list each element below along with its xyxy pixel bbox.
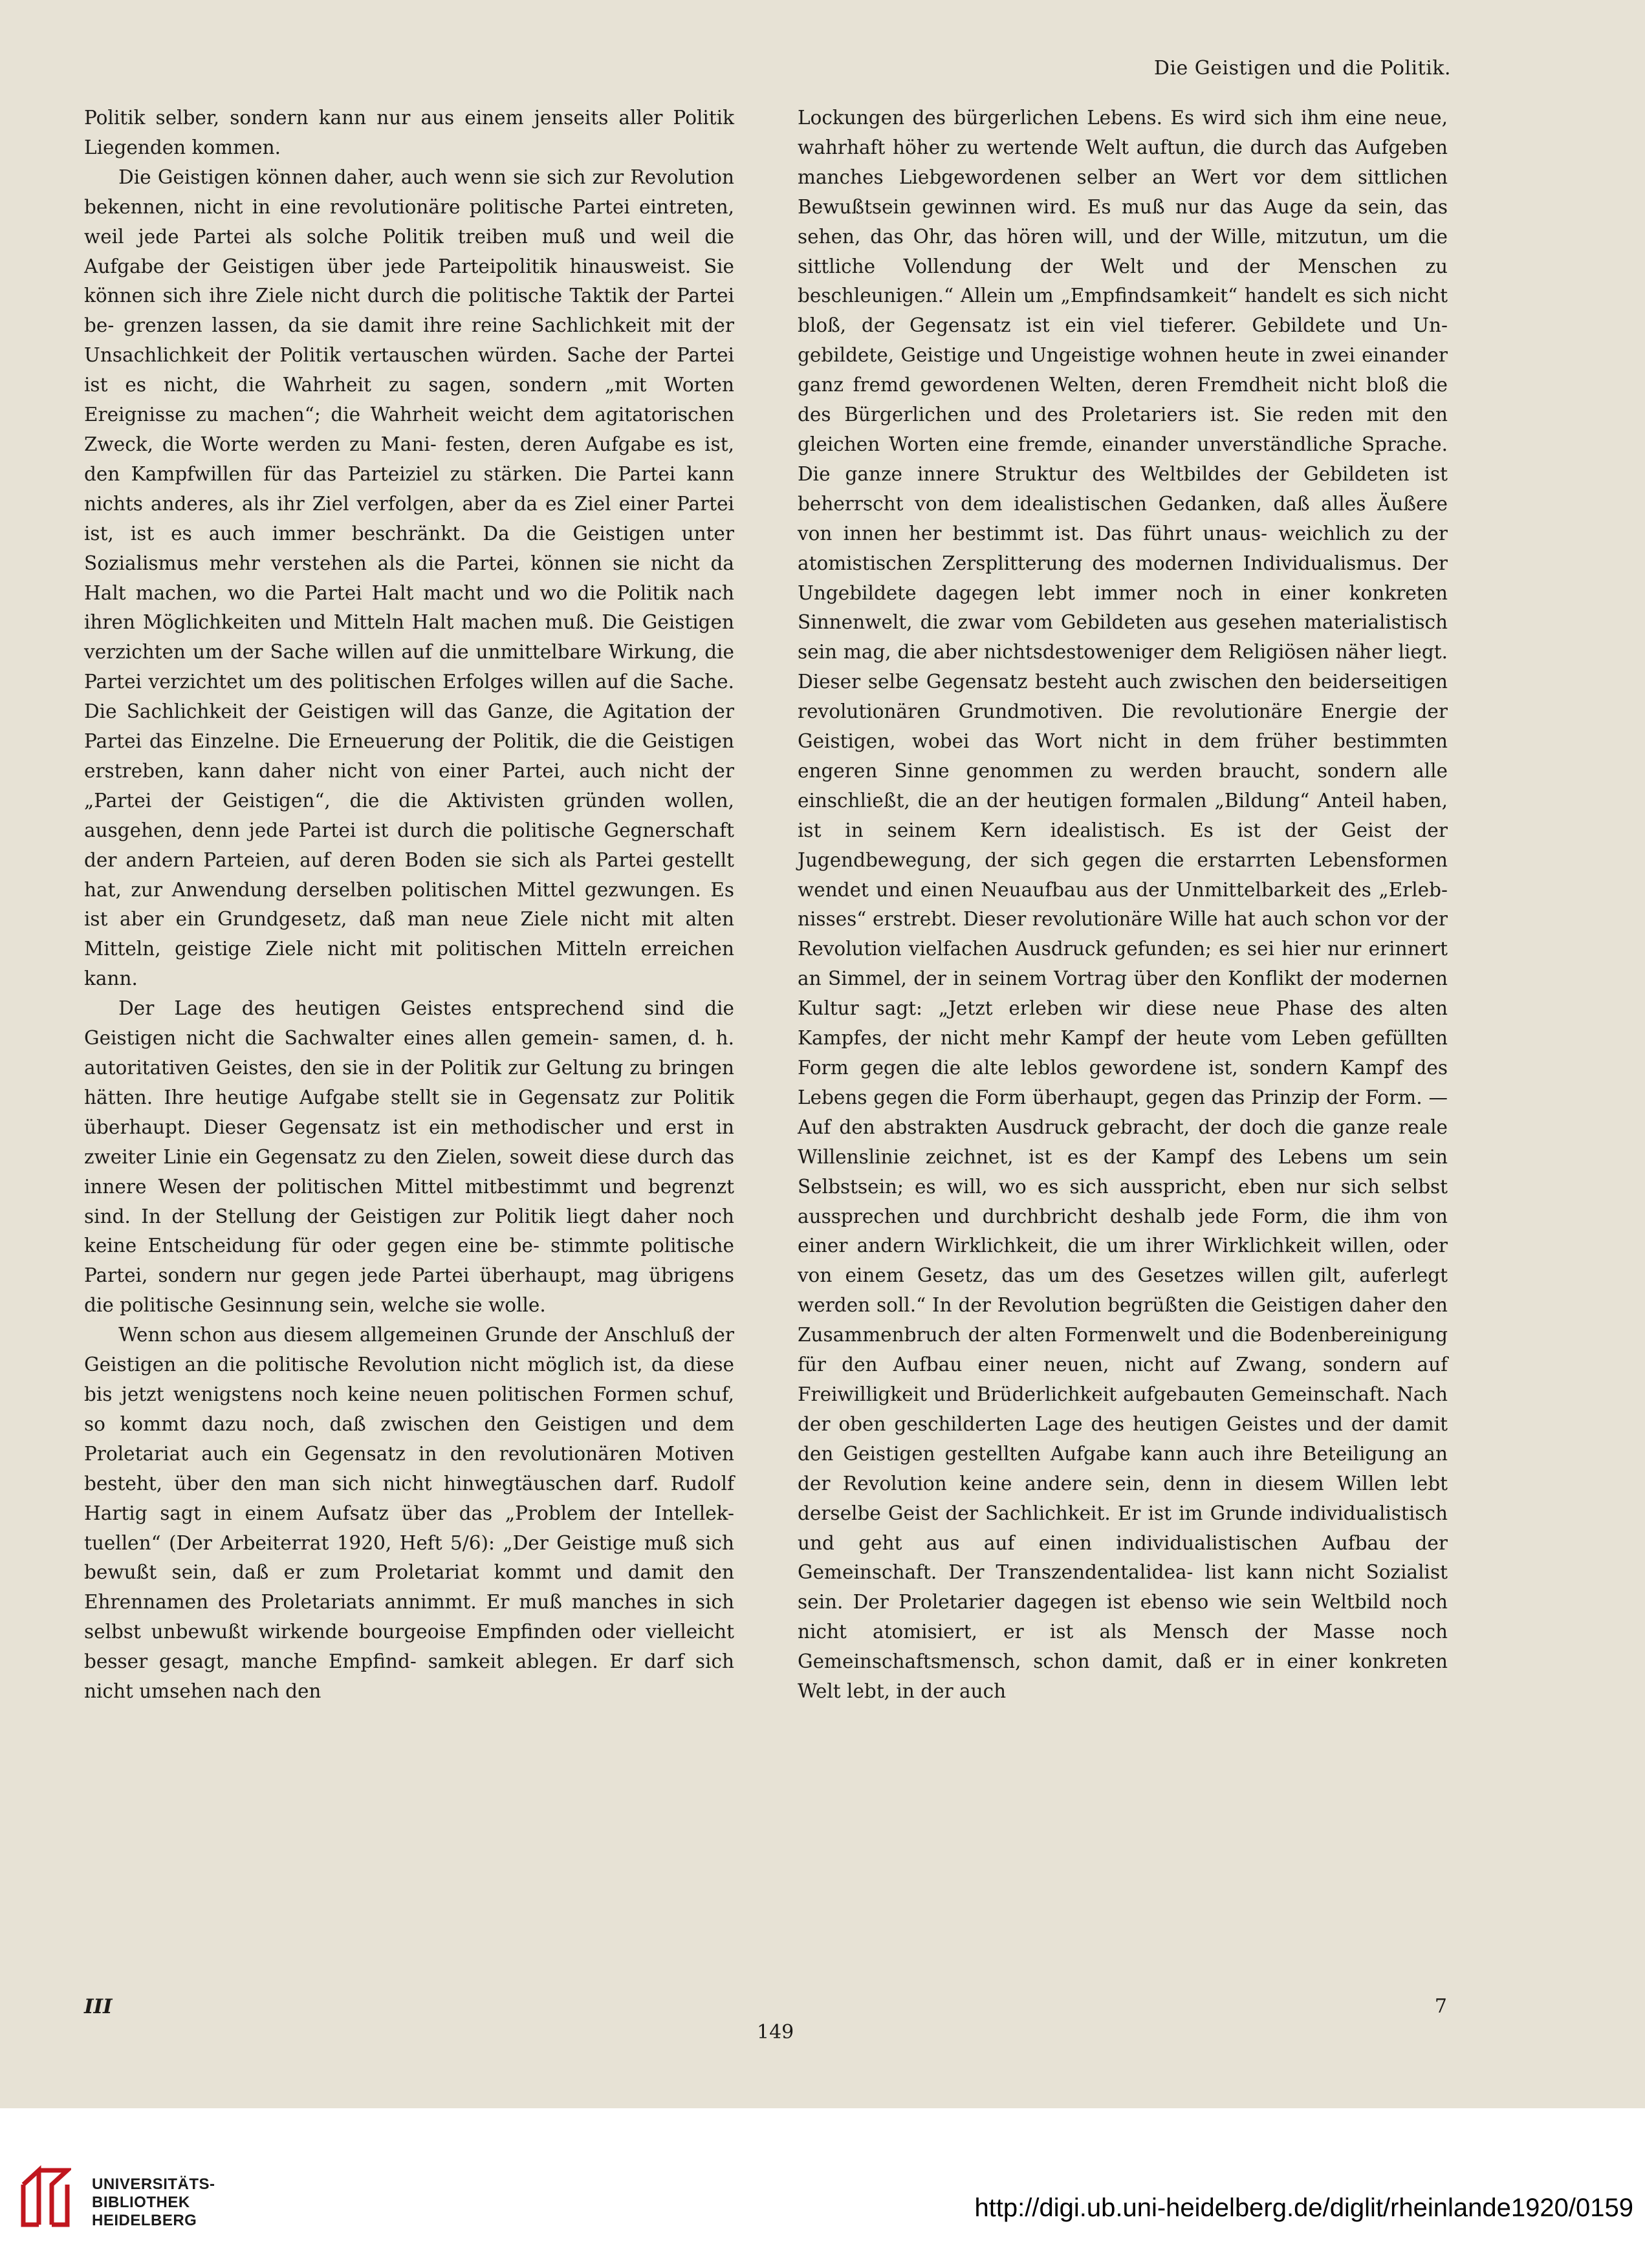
paragraph: Die Geistigen können daher, auch wenn sie sich zur Revolution bekennen, nicht in eine revolutionäre politische Partei eintreten, weil jede Partei als solche Politik treiben muß und weil die Aufgabe der Geistigen über jede Parteipolitik hinausweist. Sie können sich ihre Ziele nicht durch die politische Taktik der Partei be- grenzen lassen, da sie damit ihre reine Sachlichkeit mit der Unsachlichkeit der Politik vertauschen würden. Sache der Partei ist es nicht, die Wahrheit zu sagen, sondern „mit Worten Ereignisse zu machen“; die Wahrheit weicht dem agitatorischen Zweck, die Worte werden zu Mani- festen, deren Aufgabe es ist, den Kampfwillen für das Parteiziel zu stärken. Die Partei kann nichts anderes, als ihr Ziel verfolgen, aber da es Ziel einer Partei ist, ist es auch immer beschränkt. Da die Geistigen unter Sozialismus mehr verstehen als die Partei, können sie nicht da Halt machen, wo die Partei Halt macht und wo die Politik nach ihren Möglichkeiten und Mitteln Halt machen muß. Die Geistigen verzichten um der Sache willen auf die unmittelbare Wirkung, die Partei verzichtet um des politischen Erfolges willen auf die Sache. Die Sachlichkeit der Geistigen will das Ganze, die Agitation der Partei das Einzelne. Die Erneuerung der Politik, die die Geistigen erstreben, kann daher nicht von einer Partei, auch nicht der „Partei der Geistigen“, die die Aktivisten gründen wollen, ausgehen, denn jede Partei ist durch die politische Gegnerschaft der andern Parteien, auf deren Boden sie sich als Partei gestellt hat, zur Anwendung derselben politischen Mittel gezwungen. Es ist aber ein Grundgesetz, daß man neue Ziele nicht mit alten Mitteln, geistige Ziele nicht mit politischen Mitteln erreichen kann. — [84, 166, 734, 990]
source-url-link[interactable]: http://digi.ub.uni-heidelberg.de/diglit/rheinlande1920/0159 — [974, 2194, 1633, 2222]
library-name: UNIVERSITÄTS- BIBLIOTHEK HEIDELBERG — [92, 2176, 215, 2229]
paragraph: Der Lage des heutigen Geistes entsprechend sind die Geistigen nicht die Sachwalter eines allen gemein- samen, d. h. autoritativen Geistes, den sie in der Politik zur Geltung zu bringen hätten. Ihre heutige Aufgabe stellt sie in Gegensatz zur Politik überhaupt. Dieser Gegensatz ist ein methodischer und erst in zweiter Linie ein Gegensatz zu den Zielen, soweit diese durch das innere Wesen der politischen Mittel mitbestimmt und begrenzt sind. In der Stellung der Geistigen zur Politik liegt daher noch keine Entscheidung für oder gegen eine be- stimmte politische Partei, sondern nur gegen jede Partei überhaupt, mag übrigens die politische Gesinnung sein, welche sie wolle. — [84, 997, 734, 1317]
left-column — [84, 103, 734, 1707]
library-logo-icon — [19, 2165, 71, 2230]
running-head: Die Geistigen und die Politik. — [1153, 57, 1451, 80]
library-footer-bar — [0, 2108, 1645, 2268]
paragraph: Lockungen des bürgerlichen Lebens. Es wird sich ihm eine neue, wahrhaft höher zu wertende Welt auftun, die durch das Aufgeben manches Liebgewordenen selber an Wert vor dem sittlichen Bewußtsein gewinnen wird. Es muß nur das Auge da sein, das sehen, das Ohr, das hören will, und der Wille, mitzutun, um die sittliche Vollendung der Welt und der Menschen zu beschleunigen.“ Allein um „Empfindsamkeit“ handelt es sich nicht bloß, der Gegensatz ist ein viel tieferer. Gebildete und Un- gebildete, Geistige und Ungeistige wohnen heute in zwei einander ganz fremd gewordenen Welten, deren Fremdheit nicht bloß die des Bürgerlichen und des Proletariers ist. Sie reden mit den gleichen Worten eine fremde, einander unverständliche Sprache. Die ganze innere Struktur des Weltbildes der Gebildeten ist beherrscht von dem idealistischen Gedanken, daß alles Äußere von innen her bestimmt ist. Das führt unaus- weichlich zu der atomistischen Zersplitterung des modernen Individualismus. Der Ungebildete dagegen lebt immer noch in einer konkreten Sinnenwelt, die zwar vom Gebildeten aus gesehen materialistisch sein mag, die aber nichtsdestoweniger dem Religiösen näher liegt. Dieser selbe Gegensatz besteht auch zwischen den beiderseitigen revolutionären Grundmotiven. Die revolutionäre Energie der Geistigen, wobei das Wort nicht in dem früher bestimmten engeren Sinne genommen zu werden braucht, sondern alle einschließt, die an der heutigen formalen „Bildung“ Anteil haben, ist in seinem Kern idealistisch. Es ist der Geist der Jugendbewegung, der sich gegen die erstarrten Lebensformen wendet und einen Neuaufbau aus der Unmittelbarkeit des „Erleb- nisses“ erstrebt. Dieser revolutionäre Wille hat auch schon vor der Revolution vielfachen Ausdruck gefunden; es sei hier nur erinnert an Simmel, der in seinem Vortrag über den Konflikt der modernen Kultur sagt: „Jetzt erleben wir diese neue Phase des alten Kampfes, der nicht mehr Kampf der heute vom Leben gefüllten Form gegen die alte leblos gewordene ist, sondern Kampf des Lebens gegen die Form überhaupt, gegen das Prinzip der Form. — Auf den abstrakten Ausdruck gebracht, der doch die ganze reale Willenslinie zeichnet, ist es der Kampf des Lebens um sein Selbstsein; es will, wo es sich ausspricht, eben nur sich selbst aussprechen und durchbricht deshalb jede Form, die ihm von einer andern Wirklichkeit, die um ihrer Wirklichkeit willen, oder von einem Gesetz, das um des Gesetzes willen gilt, auferlegt werden soll.“ In der Revolution begrüßten die Geistigen daher den Zusammenbruch der alten Formenwelt und die Bodenbereinigung für den Aufbau einer neuen, nicht auf Zwang, sondern auf Freiwilligkeit und Brüderlichkeit aufgebauten Gemeinschaft. Nach der oben geschilderten Lage des heutigen Geistes und der damit den Geistigen gestellten Aufgabe kann auch ihre Beteiligung an der Revolution keine andere sein, denn in diesem Willen lebt derselbe Geist der Sachlichkeit. Er ist im Grunde individualistisch und geht aus auf einen individualistischen Aufbau der Gemeinschaft. Der Transzendentalidea- list kann nicht Sozialist sein. Der Proletarier dagegen ist ebenso wie sein Weltbild noch nicht atomisiert, er ist als Mensch der Masse noch Gemeinschaftsmensch, schon damit, daß er in einer konkreten Welt lebt, in der auch — [798, 107, 1448, 1703]
page-number: 149 — [757, 2021, 794, 2044]
paragraph: Wenn schon aus diesem allgemeinen Grunde der Anschluß der Geistigen an die politische Revolution nicht möglich ist, da diese bis jetzt wenigstens noch keine neuen politischen Formen schuf, so kommt dazu noch, daß zwischen den Geistigen und dem Proletariat auch ein Gegensatz in den revolutionären Motiven besteht, über den man sich nicht hinwegtäuschen darf. Rudolf Hartig sagt in einem Aufsatz über das „Problem der Intellek- tuellen“ (Der Arbeiterrat 1920, Heft 5/6): „Der Geistige muß sich bewußt sein, daß er zum Proletariat kommt und damit den Ehrennamen des Proletariats annimmt. Er muß manches in sich selbst unbewußt wirkende bourgeoise Empfinden oder vielleicht besser gesagt, manche Empfind- samkeit ablegen. Er darf sich nicht umsehen nach den — [84, 1324, 734, 1703]
sheet-number: 7 — [1434, 1995, 1447, 2018]
right-column — [798, 103, 1448, 1707]
paragraph: Politik selber, sondern kann nur aus einem jenseits aller Politik Liegenden kommen. — [84, 107, 734, 158]
signature-mark: III — [84, 1995, 113, 2018]
